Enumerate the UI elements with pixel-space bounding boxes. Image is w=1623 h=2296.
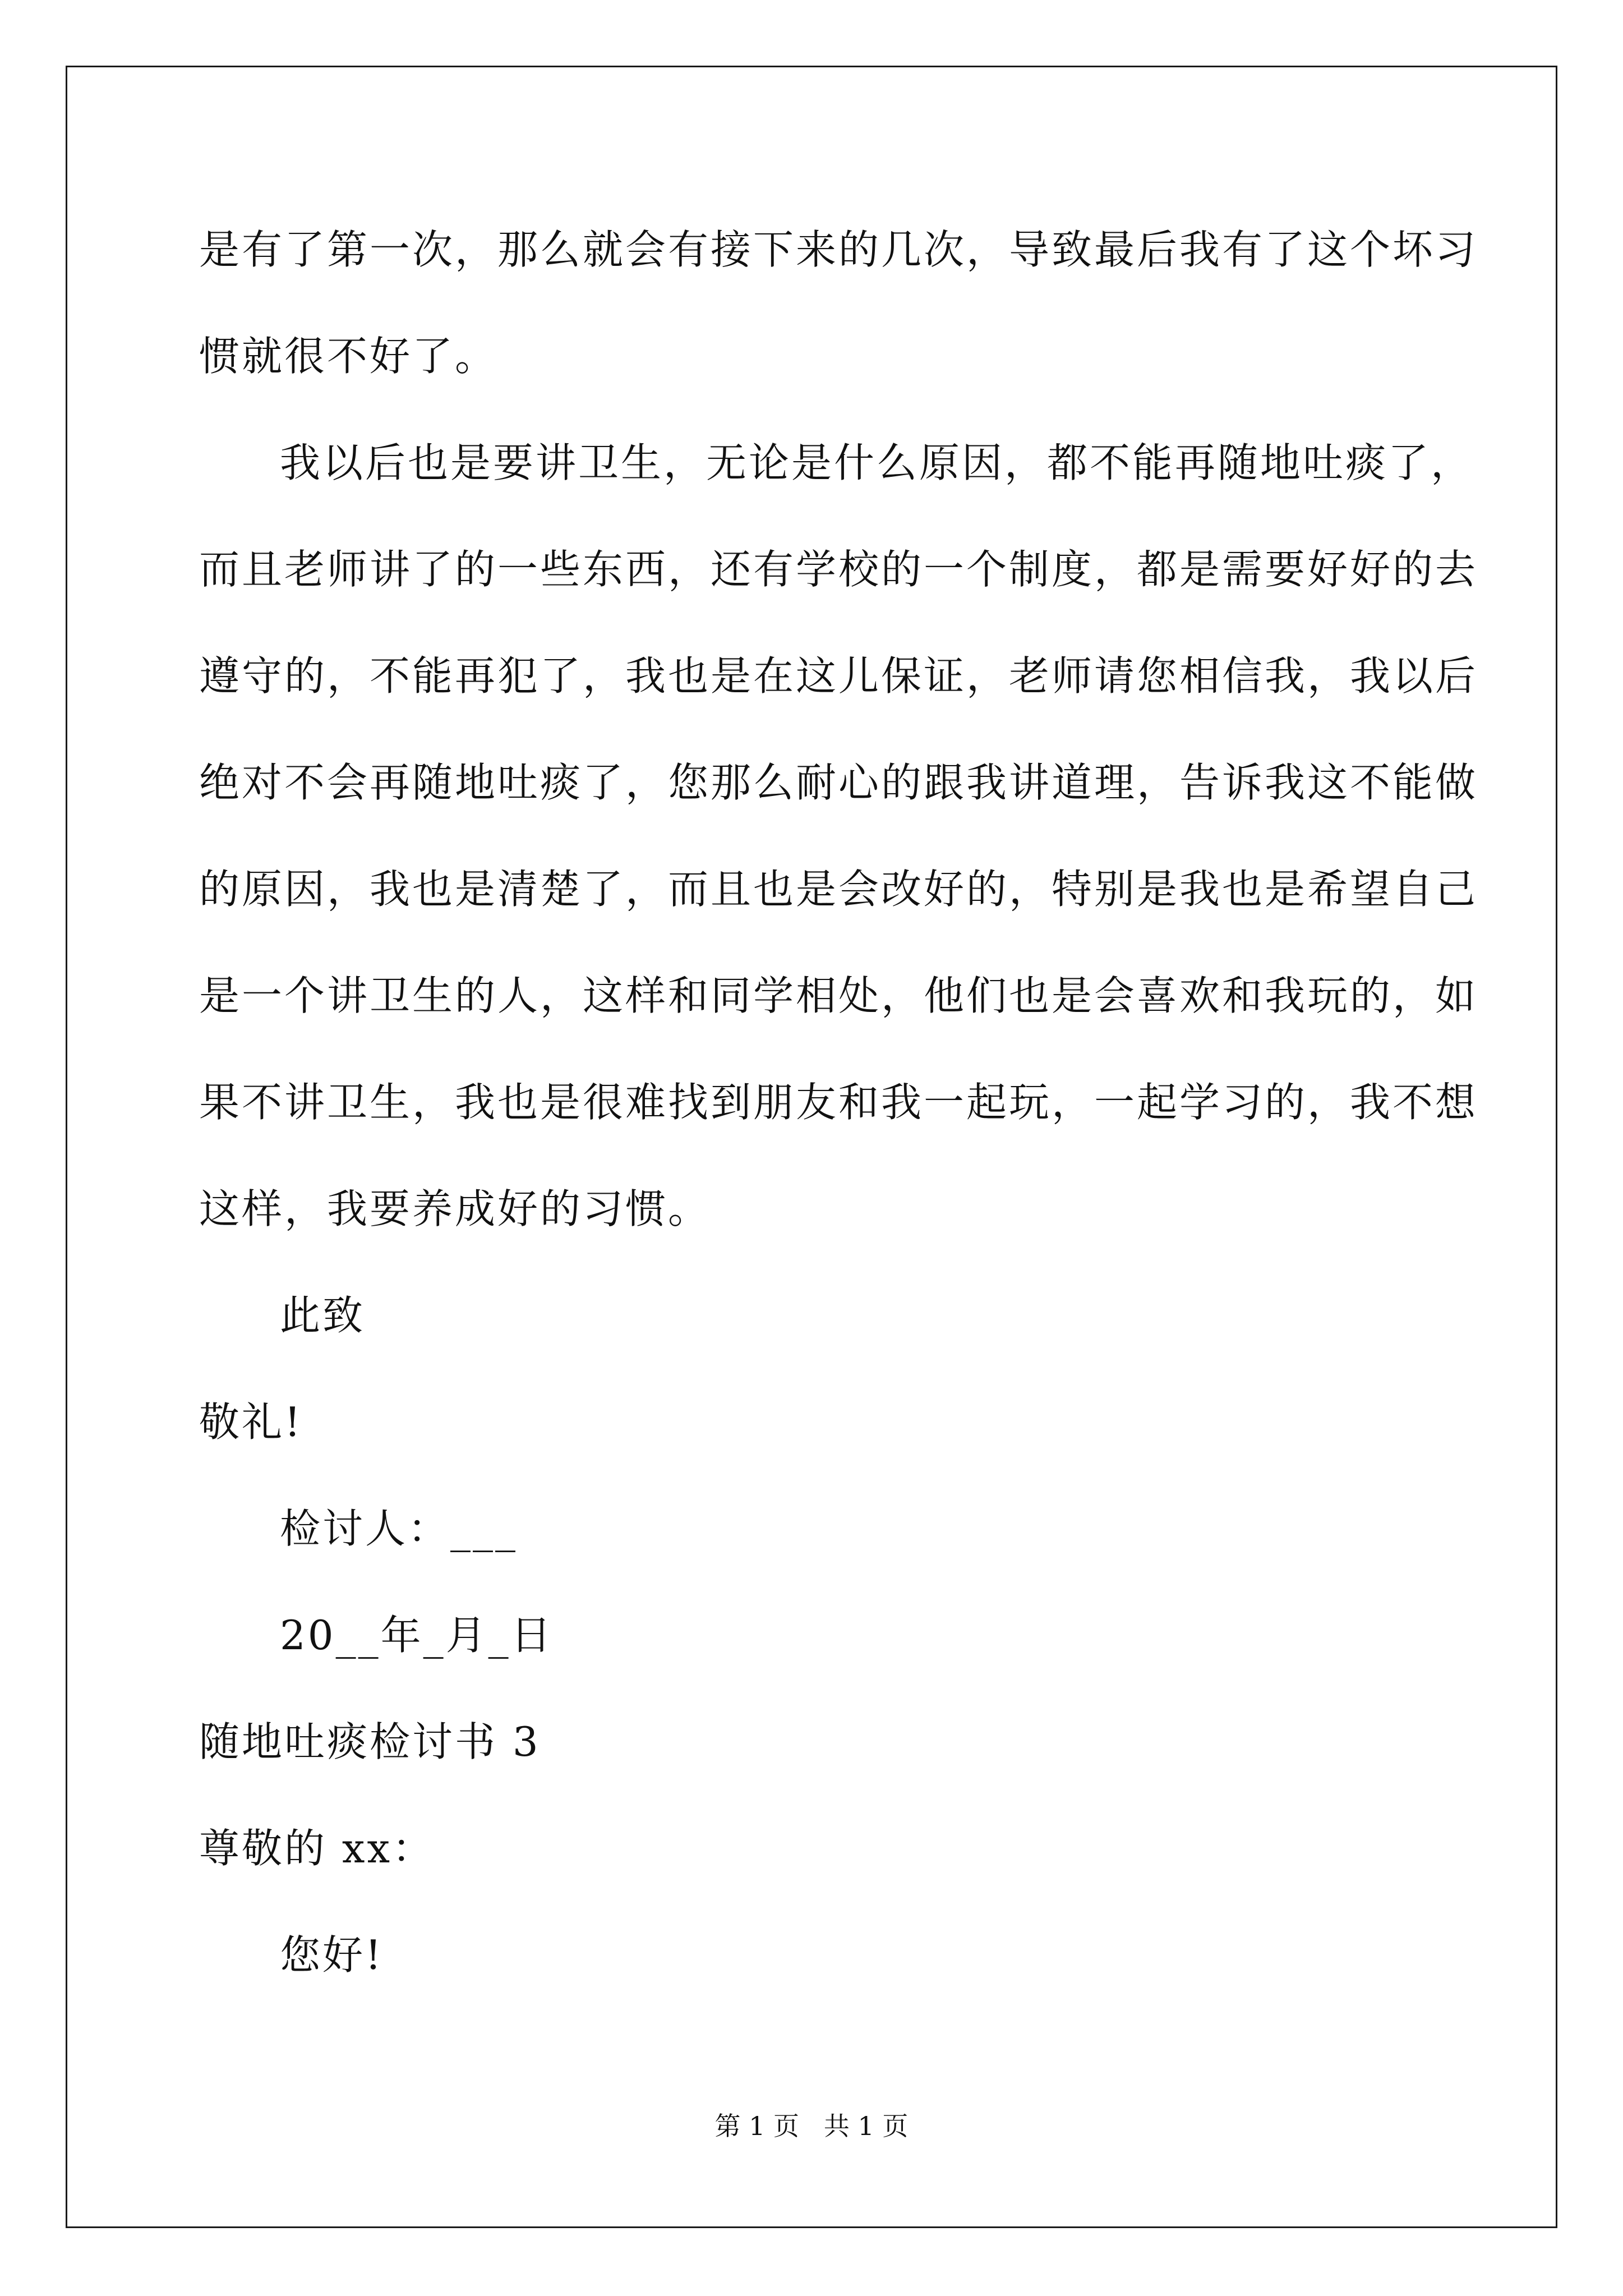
paragraph-line: 是一个讲卫生的人，这样和同学相处，他们也是会喜欢和我玩的，如 [199, 972, 1478, 1019]
date-line: 20__年_月_日 [280, 1612, 554, 1659]
closing-salutation: 此致 [280, 1292, 366, 1339]
paragraph-line: 这样，我要养成好的习惯。 [199, 1185, 711, 1232]
signature-line: 检讨人：___ [280, 1505, 518, 1552]
paragraph-line: 是有了第一次，那么就会有接下来的几次，导致最后我有了这个坏习 [199, 226, 1478, 273]
paragraph-line: 的原因，我也是清楚了，而且也是会改好的，特别是我也是希望自己 [199, 866, 1478, 913]
closing-regards: 敬礼! [199, 1398, 303, 1446]
greeting-recipient: 尊敬的 xx： [199, 1825, 435, 1872]
paragraph-line: 我以后也是要讲卫生，无论是什么原因，都不能再随地吐痰了， [280, 439, 1474, 486]
paragraph-line: 惯就很不好了。 [199, 333, 498, 380]
page-number: 第 1 页 共 1 页 [714, 2111, 909, 2141]
paragraph-line: 果不讲卫生，我也是很难找到朋友和我一起玩，一起学习的，我不想 [199, 1079, 1478, 1126]
paragraph-line: 绝对不会再随地吐痰了，您那么耐心的跟我讲道理，告诉我这不能做 [199, 759, 1478, 806]
paragraph-line: 遵守的，不能再犯了，我也是在这儿保证，老师请您相信我，我以后 [199, 652, 1478, 700]
section-title: 随地吐痰检讨书 3 [199, 1718, 541, 1765]
greeting: 您好! [280, 1931, 384, 1978]
document-body [199, 219, 1478, 2031]
paragraph-line: 而且老师讲了的一些东西，还有学校的一个制度，都是需要好好的去 [199, 546, 1478, 593]
